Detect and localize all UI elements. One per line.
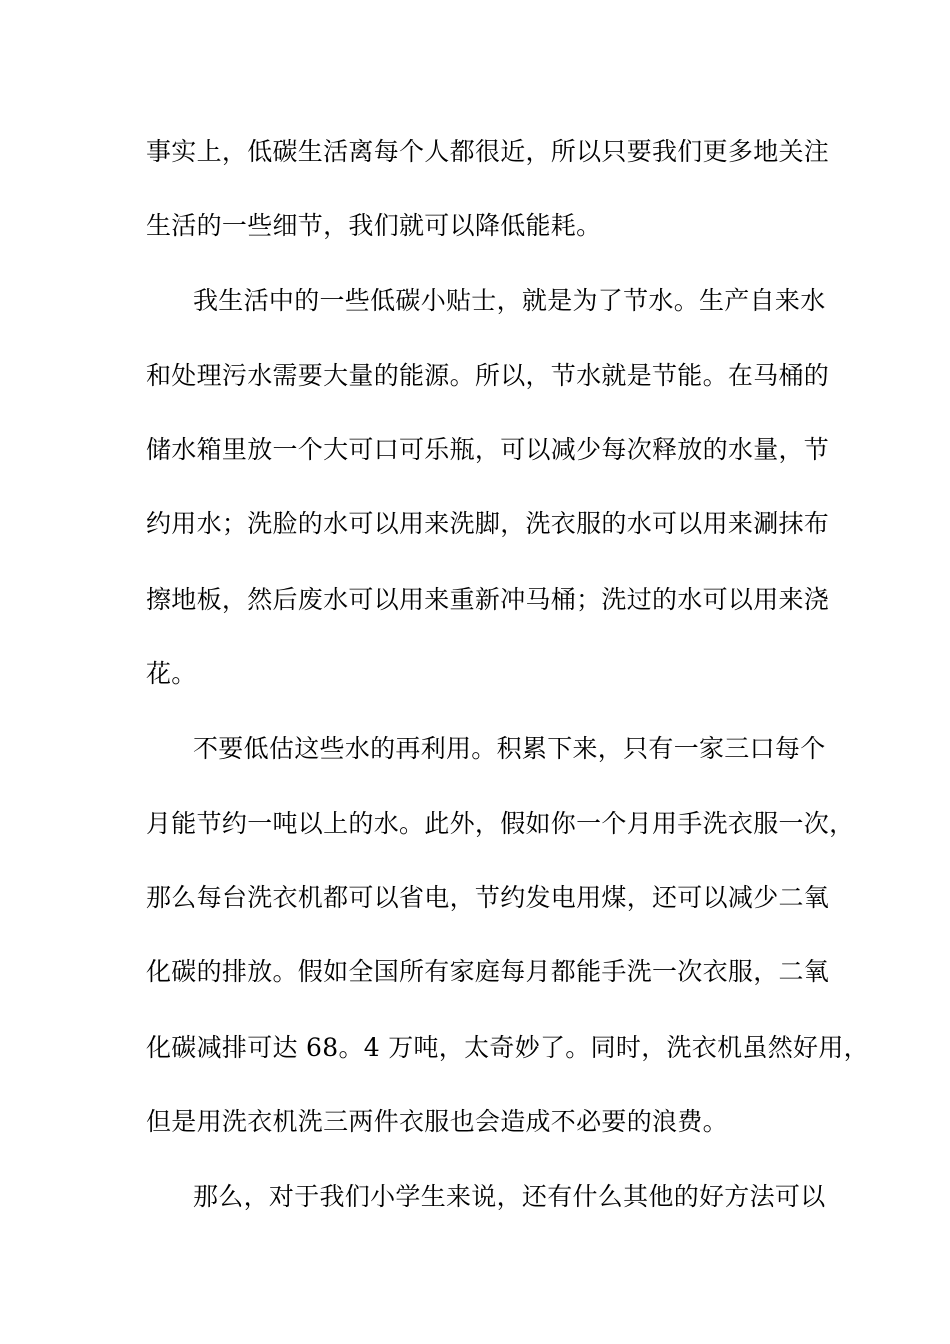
text-line: 化碳减排可达 68。4 万吨，太奇妙了。同时，洗衣机虽然好用， <box>146 1033 869 1062</box>
text-line: 擦地板，然后废水可以用来重新冲马桶；洗过的水可以用来浇 <box>146 585 830 614</box>
text-line: 但是用洗衣机洗三两件衣服也会造成不必要的浪费。 <box>146 1107 728 1136</box>
text-line: 月能节约一吨以上的水。此外，假如你一个月用手洗衣服一次， <box>146 809 855 838</box>
text-line: 那么，对于我们小学生来说，还有什么其他的好方法可以 <box>193 1182 826 1211</box>
text-line: 生活的一些细节，我们就可以降低能耗。 <box>146 211 602 240</box>
text-line: 不要低估这些水的再利用。积累下来，只有一家三口每个 <box>193 734 826 763</box>
text-line: 储水箱里放一个大可口可乐瓶，可以减少每次释放的水量，节 <box>146 435 830 464</box>
text-line: 和处理污水需要大量的能源。所以，节水就是节能。在马桶的 <box>146 361 830 390</box>
text-line: 约用水；洗脸的水可以用来洗脚，洗衣服的水可以用来涮抹布 <box>146 509 830 538</box>
text-line: 化碳的排放。假如全国所有家庭每月都能手洗一次衣服，二氧 <box>146 957 830 986</box>
text-line: 花。 <box>146 659 197 688</box>
text-line: 事实上，低碳生活离每个人都很近，所以只要我们更多地关注 <box>146 137 830 166</box>
text-line: 那么每台洗衣机都可以省电，节约发电用煤，还可以减少二氧 <box>146 883 830 912</box>
text-line: 我生活中的一些低碳小贴士，就是为了节水。生产自来水 <box>193 286 826 315</box>
